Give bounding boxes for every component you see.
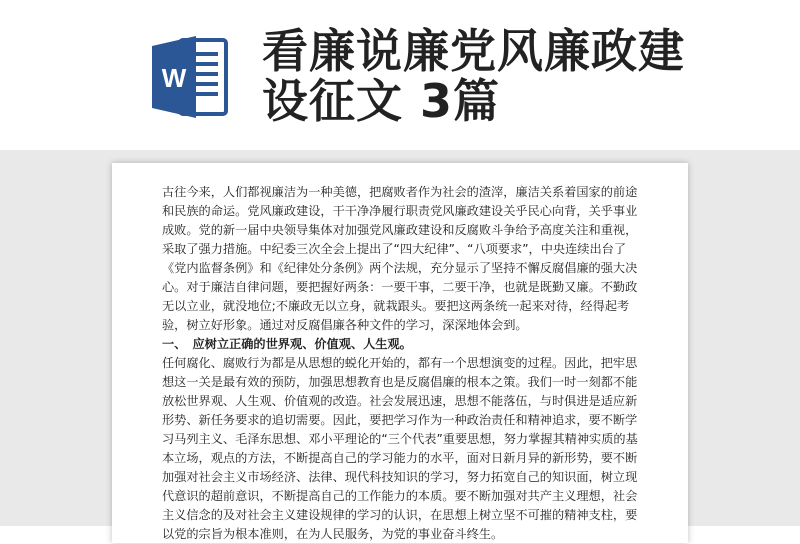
title-line-1: 看廉说廉党风廉政建	[262, 24, 685, 78]
document-body	[162, 183, 640, 544]
paragraph-intro: 古往今来，人们都视廉洁为一种美德，把腐败者作为社会的渣滓，廉洁关系着国家的前途和民族的命运。党风廉政建设，干干净净履行职责党风廉政建设关乎民心向背，关乎事业成败。党的新一届中央领导集体对加强党风廉政建设和反腐败斗争给予高度关注和重视，采取了强力措施。中纪委三次全会上提出了“四大纪律”、“八项要求”，中央连续出台了《党内监督条例》和《纪律处分条例》两个法规，充分显示了坚持不懈反腐倡廉的强大决心。对于廉洁自律问题，要把握好两条：一要干事，二要干净，也就是既勤又廉。不勤政无以立业，就没地位;不廉政无以立身，就栽跟头。要把这两条统一起来对待，经得起考验，树立好形象。通过对反腐倡廉各种文件的学习，深深地体会到。	[162, 185, 638, 332]
section-heading-1: 一、 应树立正确的世界观、价值观、人生观。	[162, 337, 412, 351]
header	[0, 0, 800, 160]
page-title	[262, 26, 782, 126]
paragraph-section-1: 任何腐化、腐败行为都是从思想的蜕化开始的，都有一个思想演变的过程。因此，把牢思想这一关是最有效的预防，加强思想教育也是反腐倡廉的根本之策。我们一时一刻都不能放松世界观、人生观、价值观的改造。社会发展迅速，思想不能落伍，与时俱进是适应新形势、新任务要求的追切需要。因此，要把学习作为一种政治责任和精神追求，要不断学习马列主义、毛泽东思想、邓小平理论的“三个代表”重要思想，努力掌握其精神实质的基本立场，观点的方法，不断提高自己的学习能力的水平，面对日新月异的新形势，要不断加强对社会主义市场经济、法律、现代科技知识的学习，努力拓宽自己的知识面，树立现代意识的超前意识，不断提高自己的工作能力的本质。要不断加强对共产主义理想，社会主义信念的及对社会主义建设规律的学习的认识，在思想上树立坚不可摧的精神支柱，要以党的宗旨为根本准则，在为人民服务，为党的事业奋斗终生。	[162, 356, 638, 541]
title-line-2: 设征文 3篇	[262, 74, 501, 128]
document-page	[112, 163, 688, 543]
svg-text:W: W	[161, 63, 187, 93]
word-icon	[150, 32, 230, 122]
